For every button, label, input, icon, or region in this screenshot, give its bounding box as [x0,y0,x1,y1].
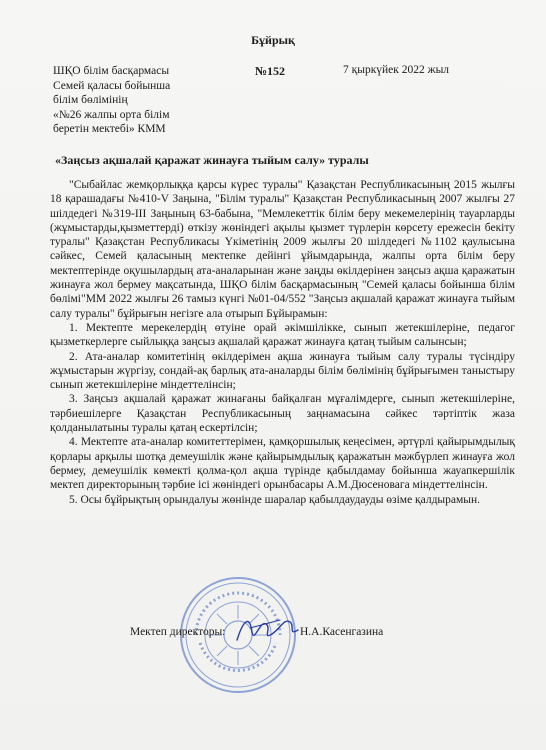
org-line: білім бөлімінің [53,94,128,106]
org-line: ШҚО білім басқармасы [53,65,170,77]
org-line: Семей қаласы бойынша [53,79,171,92]
order-item: 5. Осы бұйрықтың орындалуы жөнінде шаралар қабылдаудауды өзіме қалдырамын. [69,493,481,506]
order-item: 4. Мектепте ата-аналар комитеттерімен, қамқоршылық кеңесімен, әртүрлі қайырымдылық қорлары арқылы шотқа демеушілік және қайырымдылық қаражатын мәжбүрлеп жинауға жол бермеу, демеушілік көмекті қолма-қол ақша түрінде қабылдамау бойынша жауапкершілік мектеп директорының тәрбие ісі жөніндегі орынбасары А.М.Дюсеновага міндеттелінсін. [50,436,515,492]
order-item: 1. Мектепте мерекелердің өтуіне орай әкімшілікке, сынып жетекшілеріне, педагог қызметкерлерге сыйлыққа заңсыз ақшалай қаражат жинауға қатаң тыйым салынсын; [50,321,515,349]
document-title: Бұйрық [251,33,295,47]
order-subject: «Заңсыз ақшалай қаражат жинауға тыйым салу» туралы [55,153,369,167]
handwritten-signature-icon [232,610,302,650]
order-body [50,178,515,507]
order-number: №152 [255,64,286,78]
org-line: «№26 жалпы орта білім [53,108,170,121]
order-date: 7 қыркүйек 2022 жыл [343,64,450,76]
organization-block [53,64,233,137]
preamble-paragraph: "Сыбайлас жемқорлыққа қарсы күрес туралы" Қазақстан Республикасының 2015 жылғы 18 қарашадағы №410-V Заңына, "Білім туралы" Қазақстан Республикасының 2007 жылғы 27 шілдедегі №319-III Заңының 63-бабына, "Мемлекеттік білім беру мекемелерінің тауарларды (жұмыстарды,қызметтерді) өткізу жөніндегі ақылы қызмет түрлерін көрсету ережесін бекіту туралы" Қазақстан Республикасы Үкіметінің 2009 жылғы 20 шілдедегі №1102 қаулысына сәйкес, Семей қаласының мектепке дейінгі ұйымдарында, жалпы орта білім беру мектептерінде оқушылардың ата-аналарынан және заңды өкілдерінен заңсыз ақша қаражатын жинауға жол бермеу мақсатында, ШҚО білім басқармасының "Семей қаласы бойынша білім бөлімі"ММ 2022 жылғы 26 тамыз күнгі №01-04/552 "Заңсыз ақшалай қаражат жинауға тыйым салу туралы" бұйрығын негізге ала отырып Бұйырамын: [50,179,515,320]
order-item: 3. Заңсыз ақшалай қаражат жинағаны байқалған мұғалімдерге, сынып жетекшілеріне, тәрбиешілерге Қазақстан Республикасының заңнамасына сәйкес тәртіптік жаза қолданылатыны туралы қатаң ескертілсін; [50,393,515,435]
org-line: беретін мектебі» КММ [53,123,166,135]
signatory-name: Н.А.Касенгазина [300,626,384,638]
order-item: 2. Ата-аналар комитетінің өкілдерімен ақша жинауға тыйым салу туралы түсіндіру жұмыстарын жүргізу, сондай-ақ барлық ата-аналарды білім бөлімінің бұйрығымен таныстыру сынып жетекшілеріне міндеттелінсін; [50,350,515,392]
signature-label: Мектеп директоры: [130,626,226,638]
